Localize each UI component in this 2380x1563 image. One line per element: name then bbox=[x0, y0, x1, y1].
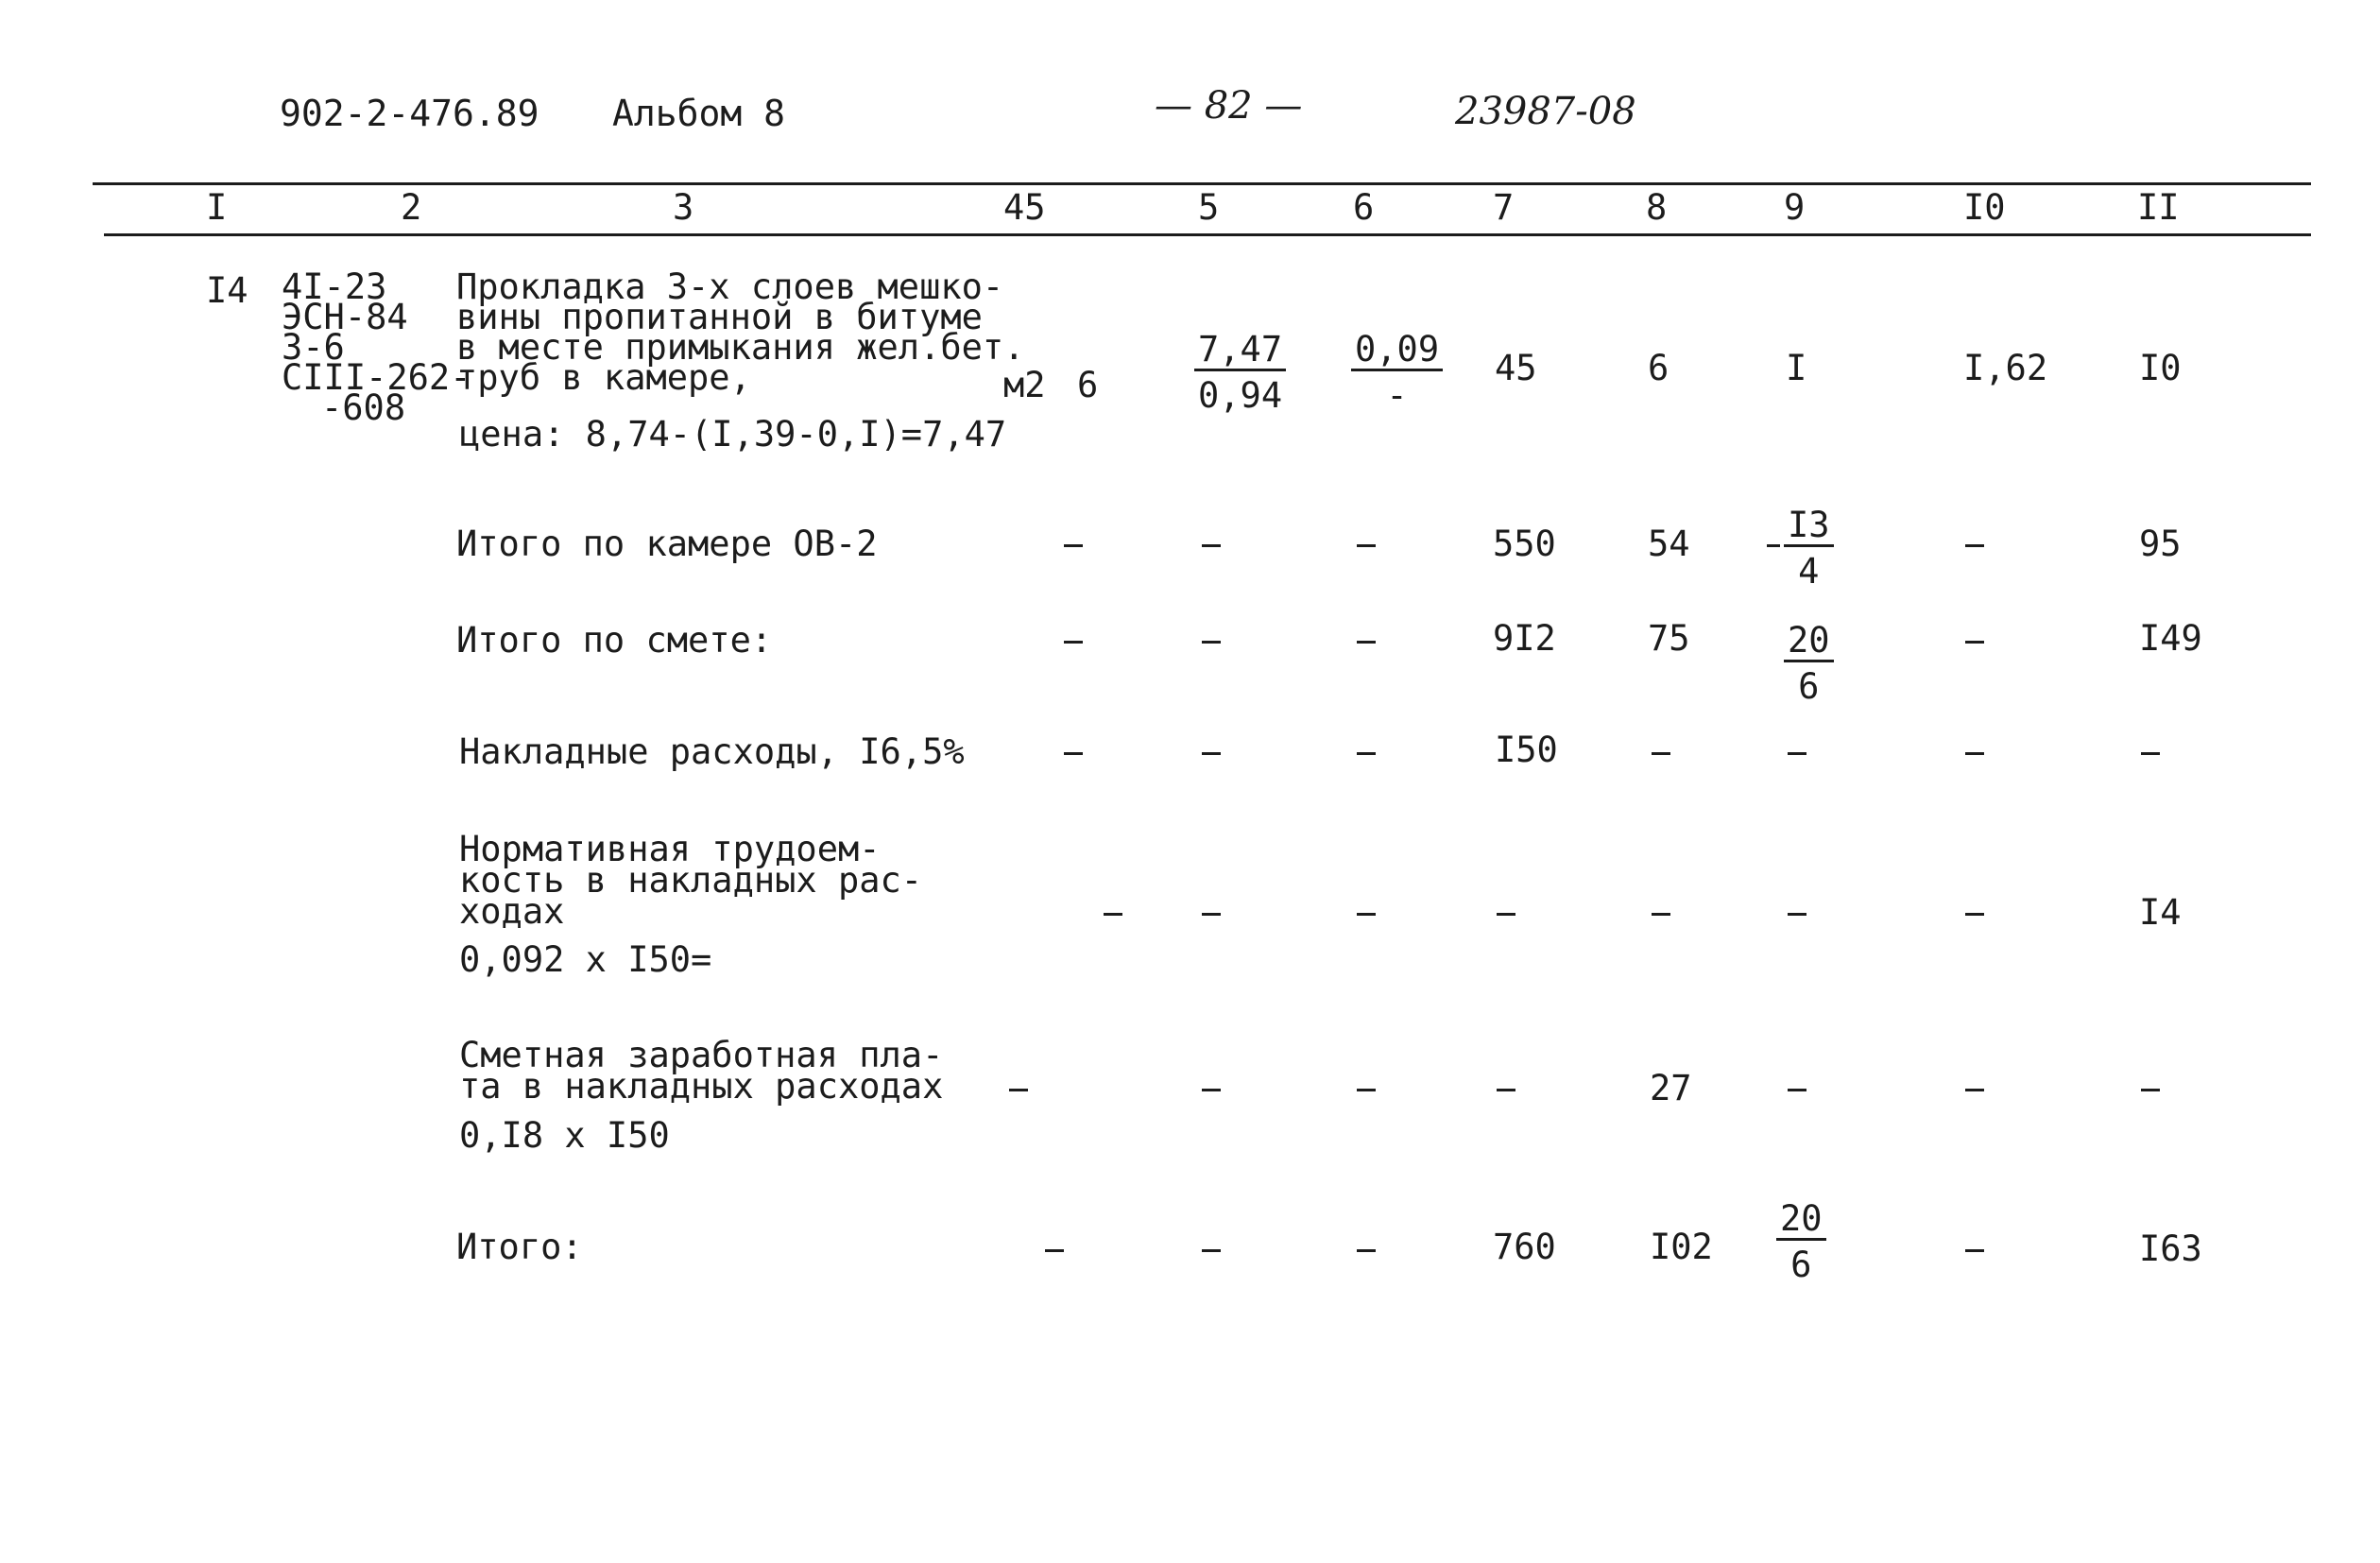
column-header-11: II bbox=[2137, 187, 2180, 228]
unit-labor-value: 0,09 bbox=[1351, 331, 1443, 371]
empty-cell-dash bbox=[1202, 641, 1221, 644]
labor-label-line: Нормативная трудоем- bbox=[459, 829, 881, 869]
item-col9: I bbox=[1786, 348, 1807, 388]
item-description-line: вины пропитанной в битуме bbox=[456, 297, 983, 337]
labor-formula: 0,092 х I50= bbox=[459, 939, 712, 980]
empty-cell-dash bbox=[1965, 641, 1984, 644]
empty-cell-dash bbox=[1788, 752, 1806, 755]
empty-cell-dash bbox=[1965, 752, 1984, 755]
item-code-line: СIII-262- bbox=[282, 357, 471, 398]
grand-total-col9-fraction bbox=[1776, 1200, 1826, 1284]
item-code-line: 4I-23 bbox=[282, 266, 387, 307]
unit-cost-total: 7,47 bbox=[1194, 331, 1286, 371]
column-header-7: 7 bbox=[1493, 187, 1515, 228]
empty-cell-dash bbox=[1788, 1089, 1806, 1091]
header-top-rule bbox=[93, 182, 2311, 185]
minus-sign bbox=[1767, 544, 1780, 547]
wages-label-line: Сметная заработная пла- bbox=[459, 1035, 944, 1075]
item-description-line: в месте примыкания жел.бет. bbox=[456, 327, 1025, 368]
unit-labor-sub: - bbox=[1386, 375, 1408, 416]
estimate-total-col8: 75 bbox=[1648, 618, 1690, 659]
album-label: Альбом 8 bbox=[612, 93, 786, 134]
empty-cell-dash bbox=[1965, 544, 1984, 547]
chamber-total-col11: 95 bbox=[2139, 524, 2182, 564]
column-header-8: 8 bbox=[1646, 187, 1668, 228]
empty-cell-dash bbox=[1009, 1089, 1028, 1091]
unit-cost-wages: 0,94 bbox=[1198, 375, 1283, 416]
item-description-line: труб в камере, bbox=[456, 357, 751, 398]
chamber-total-col9-top: I3 bbox=[1784, 507, 1834, 547]
chamber-total-label: Итого по камере ОВ-2 bbox=[456, 524, 878, 564]
empty-cell-dash bbox=[1357, 913, 1376, 916]
grand-total-col8: I02 bbox=[1650, 1227, 1713, 1267]
item-col8: 6 bbox=[1648, 348, 1669, 388]
item-quantity: 6 bbox=[1077, 365, 1099, 405]
empty-cell-dash bbox=[1357, 641, 1376, 644]
empty-cell-dash bbox=[1965, 1089, 1984, 1091]
empty-cell-dash bbox=[1202, 1249, 1221, 1252]
empty-cell-dash bbox=[2141, 752, 2160, 755]
column-header-2: 2 bbox=[401, 187, 422, 228]
empty-cell-dash bbox=[1357, 1249, 1376, 1252]
grand-total-col9-top: 20 bbox=[1776, 1200, 1826, 1241]
empty-cell-dash bbox=[1064, 544, 1083, 547]
overhead-label: Накладные расходы, I6,5% bbox=[459, 731, 965, 772]
estimate-total-col9-top: 20 bbox=[1784, 622, 1834, 662]
empty-cell-dash bbox=[1357, 1089, 1376, 1091]
grand-total-col9-bottom: 6 bbox=[1790, 1245, 1812, 1285]
empty-cell-dash bbox=[1064, 641, 1083, 644]
chamber-total-col7: 550 bbox=[1493, 524, 1556, 564]
empty-cell-dash bbox=[1045, 1249, 1064, 1252]
chamber-total-col9-fraction bbox=[1784, 507, 1834, 591]
labor-col11: I4 bbox=[2139, 892, 2182, 933]
empty-cell-dash bbox=[1788, 913, 1806, 916]
item-unit: м2 bbox=[1003, 365, 1046, 405]
item-col7: 45 bbox=[1495, 348, 1537, 388]
grand-total-col7: 760 bbox=[1493, 1227, 1556, 1267]
empty-cell-dash bbox=[1202, 913, 1221, 916]
column-header-3: 3 bbox=[673, 187, 694, 228]
item-code-line: -608 bbox=[321, 387, 406, 428]
empty-cell-dash bbox=[1497, 913, 1515, 916]
estimate-total-col11: I49 bbox=[2139, 618, 2202, 659]
estimate-total-col7: 9I2 bbox=[1493, 618, 1556, 659]
grand-total-col11: I63 bbox=[2139, 1228, 2202, 1269]
item-code-line: 3-6 bbox=[282, 327, 345, 368]
column-header-1: I bbox=[206, 187, 228, 228]
unit-labor-fraction bbox=[1351, 331, 1443, 415]
empty-cell-dash bbox=[1652, 913, 1670, 916]
empty-cell-dash bbox=[1357, 752, 1376, 755]
wages-col8: 27 bbox=[1650, 1068, 1692, 1108]
item-col10: I,62 bbox=[1963, 348, 2048, 388]
chamber-total-col9-bottom: 4 bbox=[1798, 551, 1820, 592]
overhead-col7: I50 bbox=[1495, 730, 1558, 770]
price-note: цена: 8,74-(I,39-0,I)=7,47 bbox=[459, 414, 1007, 455]
labor-label-line: кость в накладных рас- bbox=[459, 860, 923, 901]
empty-cell-dash bbox=[1202, 752, 1221, 755]
empty-cell-dash bbox=[1965, 1249, 1984, 1252]
column-header-9: 9 bbox=[1784, 187, 1806, 228]
estimate-total-col9-bottom: 6 bbox=[1798, 666, 1820, 707]
item-number: I4 bbox=[206, 270, 248, 311]
empty-cell-dash bbox=[1497, 1089, 1515, 1091]
column-header-45: 45 bbox=[1003, 187, 1046, 228]
empty-cell-dash bbox=[1965, 913, 1984, 916]
grand-total-label: Итого: bbox=[456, 1227, 583, 1267]
empty-cell-dash bbox=[2141, 1089, 2160, 1091]
item-col11: I0 bbox=[2139, 348, 2182, 388]
header-bottom-rule bbox=[104, 233, 2311, 236]
estimate-total-label: Итого по смете: bbox=[456, 620, 773, 661]
empty-cell-dash bbox=[1202, 1089, 1221, 1091]
column-header-10: I0 bbox=[1963, 187, 2006, 228]
empty-cell-dash bbox=[1064, 752, 1083, 755]
empty-cell-dash bbox=[1652, 752, 1670, 755]
column-header-6: 6 bbox=[1353, 187, 1375, 228]
empty-cell-dash bbox=[1202, 544, 1221, 547]
wages-label-line: та в накладных расходах bbox=[459, 1066, 944, 1107]
wages-formula: 0,I8 х I50 bbox=[459, 1115, 670, 1156]
empty-cell-dash bbox=[1104, 913, 1122, 916]
estimate-total-col9-fraction bbox=[1784, 622, 1834, 706]
chamber-total-col8: 54 bbox=[1648, 524, 1690, 564]
labor-label-line: ходах bbox=[459, 891, 565, 932]
item-description-line: Прокладка 3-х слоев мешко- bbox=[456, 266, 1004, 307]
unit-cost-fraction bbox=[1194, 331, 1286, 415]
page-number: — 82 — bbox=[1155, 84, 1303, 128]
document-code: 902-2-476.89 bbox=[280, 93, 539, 134]
empty-cell-dash bbox=[1357, 544, 1376, 547]
column-header-5: 5 bbox=[1198, 187, 1220, 228]
inventory-number: 23987-08 bbox=[1455, 90, 1636, 133]
item-code-line: ЭСН-84 bbox=[282, 297, 408, 337]
